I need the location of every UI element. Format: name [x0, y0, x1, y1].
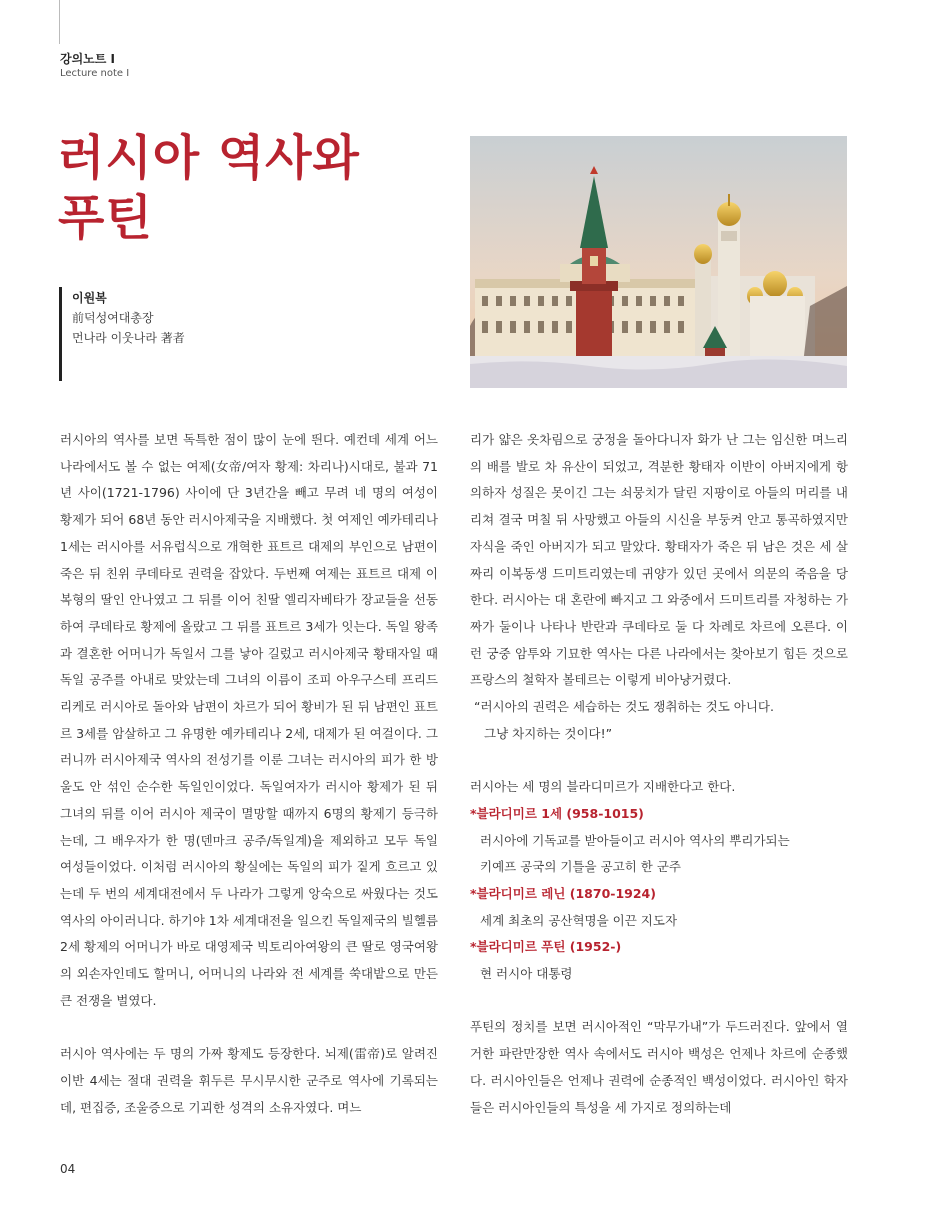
right-column	[470, 427, 848, 1121]
title-line-1: 러시아 역사와	[58, 130, 360, 186]
author-bar	[59, 287, 62, 381]
quote-line: “러시아의 권력은 세습하는 것도 쟁취하는 것도 아니다.	[474, 699, 774, 715]
author-block	[72, 288, 185, 348]
paragraph: 러시아의 역사를 보면 독특한 점이 많이 눈에 띈다. 예컨데 세계 어느 나라에서도 볼 수 없는 여제(女帝/여자 황제: 차리나)시대로, 불과 71년 사이(1721-1796) 사이에 단 3년간을 빼고 무려 네 명의 여성이 황제가 되어 68년 동안 러시아제국을 지배했다. 첫 여제인 예카테리나 1세는 러시아를 서유럽식으로 개혁한 표트르 대제의 부인으로 남편이 죽은 뒤 친위 쿠데타로 권력을 잡았다. 두번째 여제는 표트르 대제 이복형의 딸인 안나였고 그 뒤를 이어 친딸 엘리자베타가 장교들을 선동하여 쿠데타로 황제에 올랐고 그 뒤를 표트르 3세가 잇는다. 독일 왕족과 결혼한 어머니가 독일서 그를 낳아 길렀고 러시아제국 황태자일 때 독일 공주를 아내로 맞았는데 그녀의 이름이 조피 아우구스테 프리드리케로 러시아로 돌아와 남편이 차르가 되어 황비가 된 뒤 남편인 표트르 3세를 암살하고 그 유명한 예카테리나 2세, 대제가 된 여걸이다. 그러니까 러시아제국 역사의 전성기를 이룬 그녀는 러시아의 피가 한 방울도 안 섞인 순수한 독일인이었다. 독일여자가 러시아 황제가 된 뒤 그녀의 뒤를 이어 러시아 제국이 멸망할 때까지 6명의 황제기 등극하는데, 그 배우자가 한 명(덴마크 공주/독일계)을 제외하고 모두 독일 여성들이었다. 이처럼 러시아의 황실에는 독일의 피가 짙게 흐르고 있는데 두 번의 세계대전에서 두 나라가 그렇게 앙숙으로 싸웠다는 것도 역사의 아이러니다. 하기야 1차 세계대전을 일으킨 독일제국의 빌헬름 2세 황제의 어머니가 바로 대영제국 빅토리아여왕의 큰 딸로 영국여왕의 외손자인데도 할머니, 어머니의 나라와 전 세계를 쑥대밭으로 만든 큰 전쟁을 벌였다.	[60, 432, 438, 1008]
paragraph: 푸틴의 정치를 보면 러시아적인 “막무가내”가 두드러진다. 앞에서 열거한 파란만장한 역사 속에서도 러시아 백성은 언제나 차르에 순종했다. 러시아인들은 언제나 권력에 순종적인 백성이었다. 러시아인 학자들은 러시아인들의 특성을 세 가지로 정의하는데	[470, 1019, 848, 1115]
author-name: 이원복	[72, 291, 107, 305]
article-title	[58, 128, 360, 248]
page-number: 04	[60, 1162, 76, 1176]
kremlin-photo	[470, 136, 847, 388]
header-rule	[59, 0, 60, 44]
list-item: 세계 최초의 공산혁명을 이끈 지도자	[480, 912, 678, 928]
quote-line: 그냥 차지하는 것이다!”	[484, 725, 613, 741]
author-book: 먼나라 이웃나라 著者	[72, 331, 185, 345]
section-label-en: Lecture note I	[60, 68, 130, 79]
list-heading: *블라디미르 레닌 (1870-1924)	[470, 885, 656, 901]
author-role: 前덕성여대총장	[72, 311, 154, 325]
paragraph: 리가 얇은 옷차림으로 궁정을 돌아다니자 화가 난 그는 임신한 며느리의 배를 발로 차 유산이 되었고, 격분한 황태자 이반이 아버지에게 항의하자 성질은 못이긴 그는 쇠뭉치가 달린 지팡이로 아들의 머리를 내리쳐 결국 며칠 뒤 사망했고 아들의 시신을 부둥켜 안고 통곡하였지만 자식을 죽인 아버지가 되고 말았다. 황태자가 죽은 뒤 남은 것은 세 살짜리 이복동생 드미트리였는데 귀양가 있던 곳에서 의문의 죽음을 당한다. 러시아는 대 혼란에 빠지고 그 와중에서 드미트리를 자청하는 가짜가 둘이나 나타나 반란과 쿠데타로 둘 다 차례로 차르에 오른다. 이런 궁중 암투와 기묘한 역사는 다른 나라에서는 찾아보기 힘든 것으로 프랑스의 철학자 볼테르는 이렇게 비아냥거렸다.	[470, 432, 848, 688]
left-column	[60, 427, 438, 1121]
paragraph: 러시아는 세 명의 블라디미르가 지배한다고 한다.	[470, 779, 736, 795]
list-heading: *블라디미르 1세 (958-1015)	[470, 805, 644, 821]
list-item: 러시아에 기독교를 받아들이고 러시아 역사의 뿌리가되는	[480, 832, 790, 848]
title-line-2: 푸틴	[58, 190, 153, 246]
list-item: 키예프 공국의 기틀을 공고히 한 군주	[480, 859, 681, 875]
paragraph: 러시아 역사에는 두 명의 가짜 황제도 등장한다. 뇌제(雷帝)로 알려진 이반 4세는 절대 권력을 휘두른 무시무시한 군주로 역사에 기록되는데, 편집증, 조울증으로 기괴한 성격의 소유자였다. 며느	[60, 1046, 438, 1115]
list-heading: *블라디미르 푸틴 (1952-)	[470, 939, 622, 955]
list-item: 현 러시아 대통령	[480, 966, 573, 982]
section-label: 강의노트 I	[60, 52, 116, 66]
